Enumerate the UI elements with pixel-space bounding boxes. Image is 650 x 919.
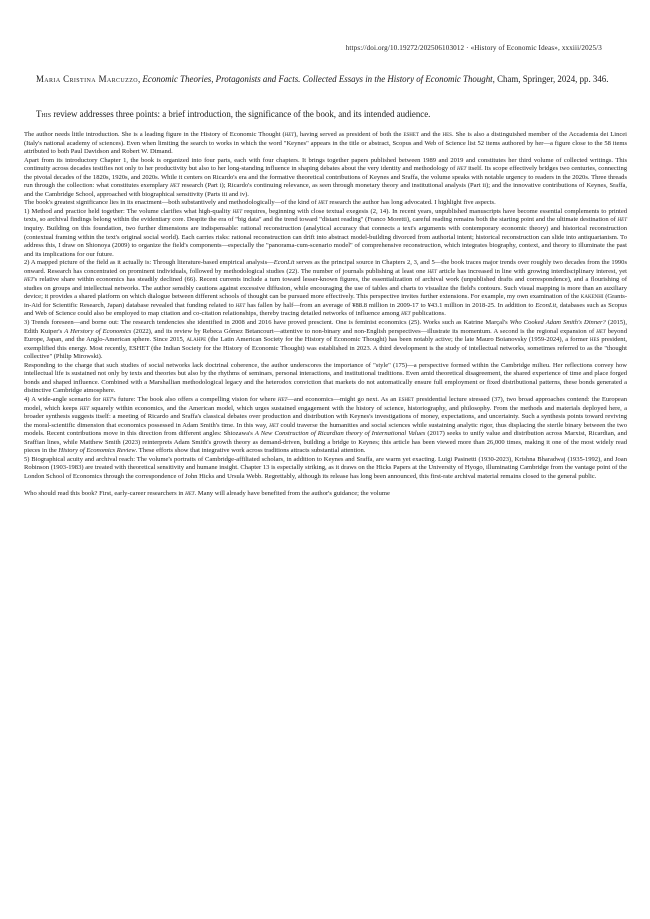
paragraph-significance: The book's greatest significance lies in its enactment—both substantively and methodologically—of the kind of het research the author has long advocated. I highlight five aspects. [24, 199, 496, 207]
paragraph-aspect-3: 3) Trends foreseen—and borne out: The research tendencies she identified in 2008 and 2016 have proved prescient. One is feminist economics (25). Works such as Katrine Marçal's Who Cooked Adam Smith's Dinner? (2015), Edith Kuiper's A Herstory of Economics (2022), and its review by Rebeca Gómez Betancourt—attentive to non-binary and non-English perspectives—illustrate its momentum. A second is the regional expansion of het beyond Europe, Japan, and the Anglo-American sphere. Since 2015, alahpe (the Latin American Society for the History of Economic Thought) has been notably active; the late Mauro Boianovsky (1959-2024), a former hes president, exemplified this energy. Most recently, ESHET (the Indian Society for the History of Economic Thought) was established in 2023. A third development is the study of intellectual networks, sometimes referred to as the "thought collective" (Philip Mirowski). [24, 319, 628, 361]
paragraph-aspect-4: 4) A wide-angle scenario for het's future: The book also offers a compelling vision for where het—and economics—might go next. As an eshet presidential lecture stressed (37), two broad approaches contend: the European model, which keeps het squarely within economics, and the American model, which urges sustained engagement with the history of science, historiography, and philosophy. From the methods and materials deployed here, a broader synthesis suggests itself: a meeting of Ricardo and Sraffa's classical debates over production and distribution with Keynes's investigations of money, expectations, and uncertainty. Such a synthesis points toward reviving the moral-scientific dimension that economics possessed in Adam Smith's time. In this way, het could traverse the humanities and social sciences while sustaining analytic rigor, thus displacing the sterile binary between the two models. Recent contributions move in this direction from different angles: Shiozawa's A New Construction of Ricardian theory of International Values (2017) seeks to unify value and distribution across Marxist, Ricardian, and Sraffian lines, while Matthew Smith (2023) reinterprets Adam Smith's growth theory as demand-driven, building a bridge to Keynes; this article has been viewed more than 26,000 times, making it one of the most widely read pieces in the History of Economics Review. These efforts show that integrative work across traditions attracts substantial attention. [24, 395, 628, 455]
book-title: Economic Theories, Protagonists and Facts. Collected Essays in the History of Economic Thought [142, 74, 493, 84]
paragraph-author-intro: The author needs little introduction. She is a leading figure in the History of Economic Thought (het), having served as president of both the eshet and the hes. She is also a distinguished member of the Accademia dei Lincei (Italy's national academy of sciences). Even when limiting the search to works in which the word "Keynes" appears in the title or abstract, Scopus and Web of Science list 52 items authored by her—a figure close to the 58 items attributed to both Paul Davidson and Robert W. Dimand. [24, 131, 628, 156]
paragraph-aspect-1: 1) Method and practice held together: The volume clarifies what high-quality het requires, beginning with close textual exegesis (2, 14). In recent years, unpublished manuscripts have become essential complements to printed texts, so archival findings belong within the evidentiary core. Despite the era of "big data" and the trend toward "distant reading" (Franco Moretti), careful reading remains both the starting point and the ultimate destination of het inquiry. Building on this foundation, two further dimensions are indispensable: rational reconstruction (analytical accuracy that connects a text's arguments with contemporary economic theory) and historical reconstruction (contextual framing within the text's original social world). Each carries risks: rational reconstruction can drift into abstract model-building divorced from authorial intent; historical reconstruction can slide into antiquarianism. To address this, I draw on Shionoya (2009) to organize the field's components—especially the "panorama-cum-scenario model" of comprehensive reconstruction, which integrates biography, context, and theory to illuminate the past and its implications for our future. [24, 207, 627, 258]
paragraph-audience: Who should read this book? First, early-career researchers in het. Many will already have benefited from the author's guidance; the volume [24, 489, 390, 497]
paragraph-aspect-2: 2) A mapped picture of the field as it actually is: Through literature-based empirical analysis—EconLit serves as the principal source in Chapters 2, 3, and 5—the book traces major trends over roughly two decades from the 1990s onward. Research has concentrated on prominent individuals, followed by methodological studies (22). The number of journals publishing at least one het article has increased in line with growing interdisciplinary interest, yet het's relative share within economics has steadily declined (66). Recent currents include a turn toward lesser-known figures, the essentialization of archival work (unpublished drafts and correspondence), and a flourishing of studies on groups and intellectual networks. The author sensibly cautions against excessive diffusion, while encouraging the use of tables and charts to visualize the field's contours. Such visual mapping is more than an auxiliary device; it provides a shared platform on which dialogue between different schools of thought can be pursued more effectively. This perspective invites further extensions. For example, my own examination of the kakenhi (Grants-in-Aid for Scientific Research, Japan) database revealed that funding related to het has fallen by half—from an average of ¥88.8 million in 2009-17 to ¥43.1 million in 2018-25. In addition to EconLit, databases such as Scopus and Web of Science could also be employed to map citation and co-citation relationships, thereby tracing detailed networks of influence among het publications. [24, 259, 628, 318]
paragraph-book-structure: Apart from its introductory Chapter 1, the book is organized into four parts, each with four chapters. It brings together papers published between 1989 and 2019 and constitutes her third volume of collected writings. This continuity across decades testifies not only to her productivity but also to her long-standing influence in shaping debates about the very identity and methodology of het itself. Its scope effectively bridges two centuries, connecting the pivotal decades of the 1820s, 1920s, and 2020s. While it centers on Ricardo's era and the formative theoretical contributions of Keynes and Sraffa, the volume speaks with notable urgency to readers in the 2020s. Three threads run through the collection: what constitutes exemplary het research (Part i); Ricardo's continuing relevance, as seen through monetary theory and institutional analysis (Part ii); and the innovative contributions of Keynes, Sraffa, and the Cambridge School, approached with biographical sensitivity (Parts iii and iv). [24, 156, 628, 198]
review-body [24, 131, 627, 498]
intro-text: review addresses three points: a brief introduction, the significance of the book, and its intended audience. [51, 109, 431, 119]
review-reference: Maria Cristina Marcuzzo, Economic Theories, Protagonists and Facts. Collected Essays in the History of Economic Thought, Cham, Springer, 2024, pp. 346. [36, 74, 609, 84]
publication-info: , Cham, Springer, 2024, pp. 346. [492, 74, 609, 84]
review-author: Maria Cristina Marcuzzo [36, 74, 139, 84]
review-intro [36, 109, 610, 120]
paragraph-style: Responding to the charge that such studies of social networks lack doctrinal coherence, the author underscores the importance of "style" (175)—a perspective formed within the Cambridge milieu. Her reflections convey how intellectual life is sustained not only by texts and theories but also by the rhythms of seminars, personal interactions, and institutional traditions. Even amid theoretical disagreement, the shared experience of time and place forged bonds and shaped influence. Combined with a Marshallian methodological legacy and the heterodox conviction that markets do not automatically ensure full employment or fixed distributional patterns, these bonds generated a distinctive Cambridge atmosphere. [24, 361, 627, 395]
intro-first-word: This [36, 109, 52, 119]
paragraph-aspect-5: 5) Biographical acuity and archival reach: The volume's portraits of Cambridge-affiliated scholars, in addition to Keynes and Sraffa, are warm yet exacting. Luigi Pasinetti (1930-2023), Krishna Bharadwaj (1935-1992), and Joan Robinson (1903-1983) are treated with theoretical sensitivity and humane insight. Chapter 13 is especially striking, as it draws on the Hicks Papers at the University of Hyogo, illuminating Cambridge from the vantage point of the London School of Economics through the correspondence of John Hicks and Ursula Webb. Regrettably, although its release has long been announced, this first-rate archival material remains closed to the general public. [24, 455, 627, 480]
running-head: https://doi.org/10.19272/202506103012 · «History of Economic Ideas», xxxiii/2025/3 [345, 44, 602, 52]
